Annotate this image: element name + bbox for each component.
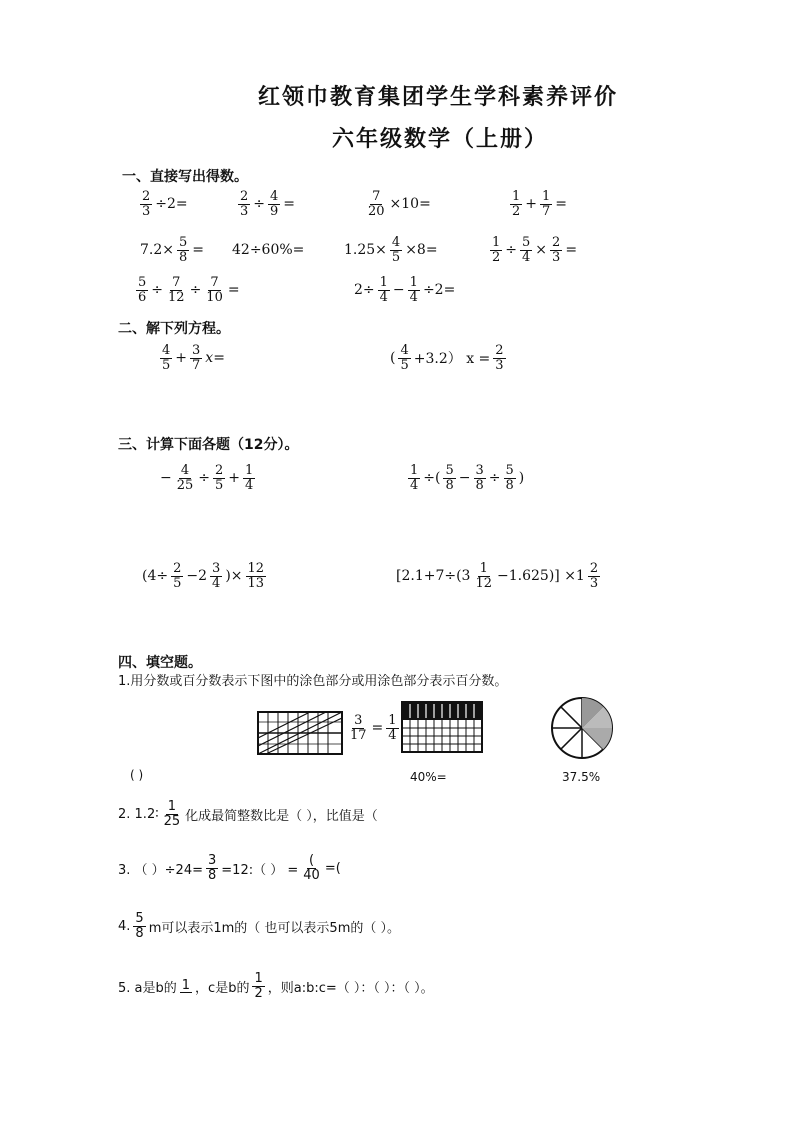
page-title: 红领巾教育集团学生学科素养评价 [258, 84, 619, 110]
calc-1: − $\frac{4}{25}$ ÷ $\frac{2}{5}$ + $\frac{1}{4}$ [160, 463, 254, 493]
section-heading-2: 二、解下列方程。 [118, 321, 230, 337]
problem-1-1: $\frac{2}{3}$ ÷2= [142, 189, 188, 219]
problem-1-3: $\frac{7}{20}$ ×10= [368, 189, 431, 219]
figure-shaded-rectangle [256, 708, 346, 758]
calc-2: $\frac{1}{4}$ ÷( $\frac{5}{8}$ − $\frac{3}{8}$ ÷ $\frac{5}{8}$ ) [410, 463, 525, 493]
page-subtitle: 六年级数学（上册） [332, 126, 549, 152]
calc-4: [2.1+7÷(3 $\frac{1}{12}$ −1.625)] ×1 $\frac{2}{3}$ [396, 561, 599, 591]
figure-1-fraction: $\frac{3}{17}$ = $\frac{1}{4}$ [350, 713, 397, 743]
problem-1-9: $\frac{5}{6}$ ÷ $\frac{7}{12}$ ÷ $\frac{7}{10}$ = [138, 275, 240, 305]
figure-1-caption: ( ) [130, 768, 144, 782]
section-heading-1: 一、直接写出得数。 [122, 169, 248, 185]
problem-1-6: 42÷60%= [232, 242, 305, 258]
figure-3-caption: 37.5% [562, 770, 601, 784]
question-4-2: 2. 1.2∶ $\frac{1}{25}$ 化成最简整数比是（ ），比值是（ [118, 799, 378, 829]
problem-1-8: $\frac{1}{2}$ ÷ $\frac{5}{4}$ × $\frac{2}{3}$ = [492, 235, 578, 265]
figure-grid [400, 700, 486, 754]
figure-2-caption: 40%= [410, 770, 447, 784]
section-heading-4: 四、填空题。 [118, 655, 202, 671]
question-4-3: 3. （ ）÷24= $\frac{3}{8}$ =12:（ ） = $\frac{(}{40}$ =( [118, 853, 341, 883]
equation-1: $\frac{4}{5}$ + $\frac{3}{7}$ x= [162, 343, 225, 373]
problem-1-10: 2÷ $\frac{1}{4}$ − $\frac{1}{4}$ ÷2= [354, 275, 456, 305]
figure-circle [548, 694, 616, 762]
equation-2: ( $\frac{4}{5}$ +3.2） x = $\frac{2}{3}$ [390, 343, 504, 373]
problem-1-2: $\frac{2}{3}$ ÷ $\frac{4}{9}$ = [240, 189, 296, 219]
problem-1-4: $\frac{1}{2}$ + $\frac{1}{7}$ = [512, 189, 568, 219]
problem-1-5: 7.2× $\frac{5}{8}$ = [140, 235, 205, 265]
question-4-4: 4. $\frac{5}{8}$ m可以表示1m的（ 也可以表示5m的（ ）。 [118, 911, 400, 941]
problem-1-7: 1.25× $\frac{4}{5}$ ×8= [344, 235, 438, 265]
section-heading-3: 三、计算下面各题（12分）。 [118, 437, 299, 453]
question-4-1: 1.用分数或百分数表示下图中的涂色部分或用涂色部分表示百分数。 [118, 674, 508, 689]
question-4-5: 5. a是b的 1 ，c是b的 $\frac{1}{2}$ ，则a:b:c=（ ）：（ ）：（ ）。 [118, 971, 434, 1001]
calc-3: (4÷ $\frac{2}{5}$ −2 $\frac{3}{4}$ )× $\frac{12}{13}$ [142, 561, 265, 591]
